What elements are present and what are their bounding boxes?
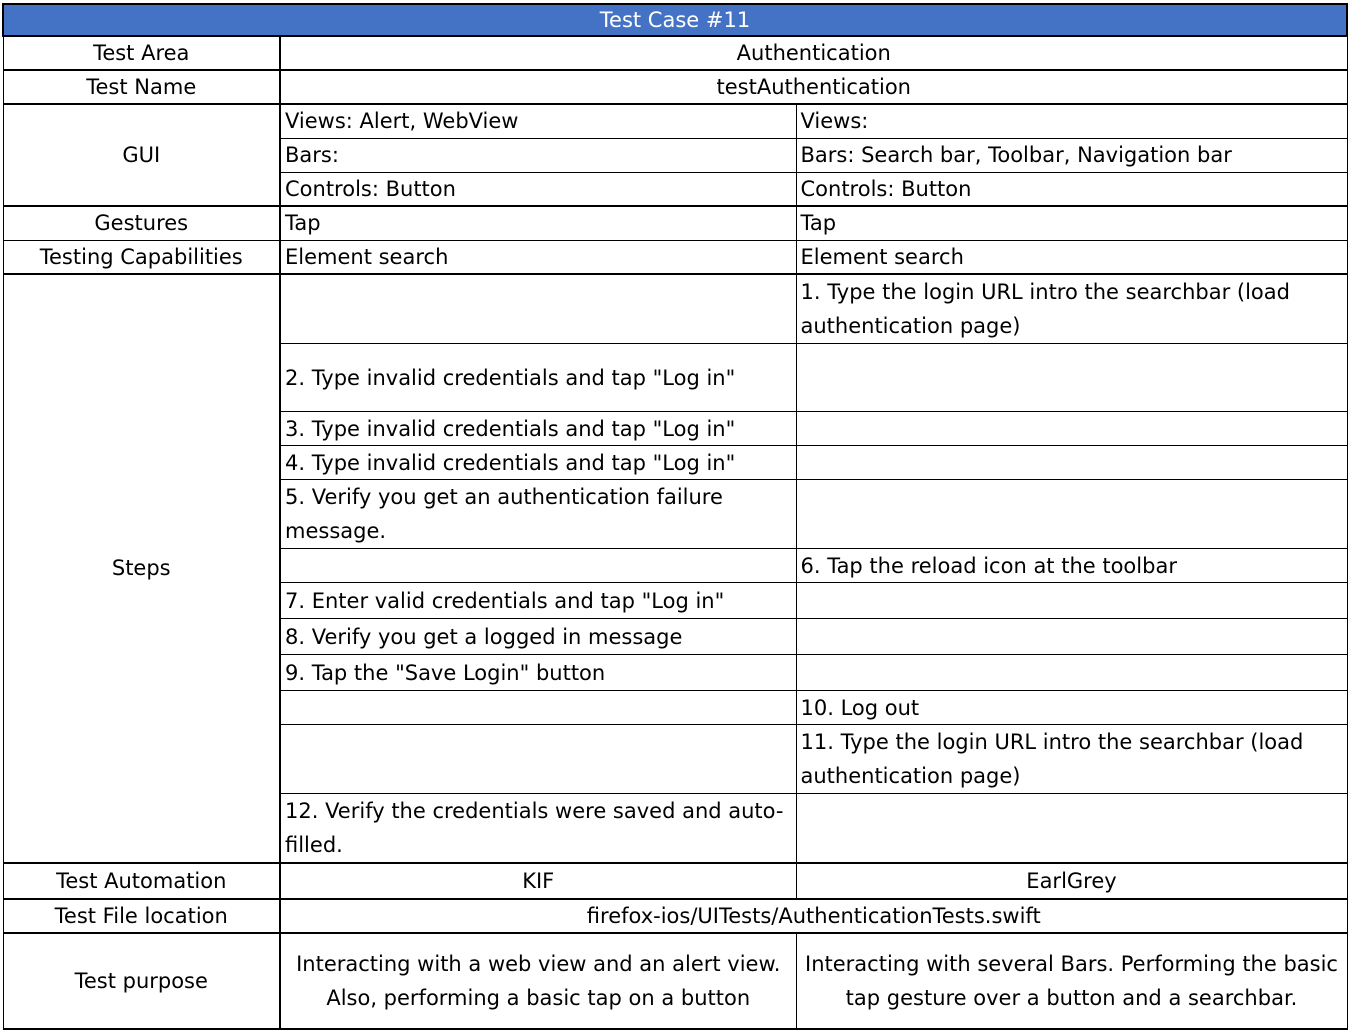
step-right-3[interactable] — [796, 412, 1347, 446]
step-left-3[interactable]: 3. Type invalid credentials and tap "Log in" — [280, 412, 796, 446]
steps-row — [3, 274, 1347, 344]
step-left-11[interactable] — [280, 725, 796, 794]
testing-capabilities-row — [3, 240, 1347, 274]
gui-right-views[interactable]: Views: — [796, 104, 1347, 138]
step-right-6[interactable]: 6. Tap the reload icon at the toolbar — [796, 549, 1347, 583]
step-right-4[interactable] — [796, 446, 1347, 480]
step-left-9[interactable]: 9. Tap the "Save Login" button — [280, 655, 796, 691]
step-left-2[interactable]: 2. Type invalid credentials and tap "Log in" — [280, 344, 796, 412]
gui-row — [3, 104, 1347, 138]
step-left-6[interactable] — [280, 549, 796, 583]
step-right-10[interactable]: 10. Log out — [796, 691, 1347, 725]
test-automation-row — [3, 863, 1347, 899]
test-area-value[interactable]: Authentication — [280, 36, 1347, 70]
test-automation-left[interactable]: KIF — [280, 863, 796, 899]
test-purpose-label[interactable]: Test purpose — [3, 933, 280, 1029]
gui-left-controls[interactable]: Controls: Button — [280, 172, 796, 206]
gui-left-views[interactable]: Views: Alert, WebView — [280, 104, 796, 138]
step-left-4[interactable]: 4. Type invalid credentials and tap "Log in" — [280, 446, 796, 480]
test-name-value[interactable]: testAuthentication — [280, 70, 1347, 104]
step-left-5[interactable]: 5. Verify you get an authentication failure message. — [280, 480, 796, 549]
test-file-location-label[interactable]: Test File location — [3, 899, 280, 933]
test-automation-label[interactable]: Test Automation — [3, 863, 280, 899]
step-left-10[interactable] — [280, 691, 796, 725]
gestures-right[interactable]: Tap — [796, 206, 1347, 240]
gui-right-controls[interactable]: Controls: Button — [796, 172, 1347, 206]
step-right-7[interactable] — [796, 583, 1347, 619]
table-title[interactable]: Test Case #11 — [3, 4, 1347, 36]
testing-capabilities-left[interactable]: Element search — [280, 240, 796, 274]
gestures-left[interactable]: Tap — [280, 206, 796, 240]
test-area-label[interactable]: Test Area — [3, 36, 280, 70]
test-file-location-value[interactable]: firefox-ios/UITests/AuthenticationTests.swift — [280, 899, 1347, 933]
gestures-label[interactable]: Gestures — [3, 206, 280, 240]
test-purpose-right[interactable]: Interacting with several Bars. Performing the basic tap gesture over a button and a searchbar. — [796, 933, 1347, 1029]
testing-capabilities-label[interactable]: Testing Capabilities — [3, 240, 280, 274]
step-left-7[interactable]: 7. Enter valid credentials and tap "Log in" — [280, 583, 796, 619]
step-right-12[interactable] — [796, 794, 1347, 864]
step-right-1[interactable]: 1. Type the login URL intro the searchbar (load authentication page) — [796, 274, 1347, 344]
test-automation-right[interactable]: EarlGrey — [796, 863, 1347, 899]
step-right-8[interactable] — [796, 619, 1347, 655]
testing-capabilities-right[interactable]: Element search — [796, 240, 1347, 274]
gui-label[interactable]: GUI — [3, 104, 280, 206]
steps-label[interactable]: Steps — [3, 274, 280, 864]
step-right-2[interactable] — [796, 344, 1347, 412]
gui-right-bars[interactable]: Bars: Search bar, Toolbar, Navigation bar — [796, 138, 1347, 172]
step-right-9[interactable] — [796, 655, 1347, 691]
test-area-row — [3, 36, 1347, 70]
step-left-8[interactable]: 8. Verify you get a logged in message — [280, 619, 796, 655]
gui-left-bars[interactable]: Bars: — [280, 138, 796, 172]
test-purpose-row — [3, 933, 1347, 1029]
title-row — [3, 4, 1347, 36]
test-case-table — [2, 3, 1348, 1030]
step-right-5[interactable] — [796, 480, 1347, 549]
step-left-12[interactable]: 12. Verify the credentials were saved and auto-filled. — [280, 794, 796, 864]
test-name-row — [3, 70, 1347, 104]
gestures-row — [3, 206, 1347, 240]
test-file-location-row — [3, 899, 1347, 933]
step-left-1[interactable] — [280, 274, 796, 344]
test-purpose-left[interactable]: Interacting with a web view and an alert view. Also, performing a basic tap on a button — [280, 933, 796, 1029]
step-right-11[interactable]: 11. Type the login URL intro the searchbar (load authentication page) — [796, 725, 1347, 794]
test-name-label[interactable]: Test Name — [3, 70, 280, 104]
